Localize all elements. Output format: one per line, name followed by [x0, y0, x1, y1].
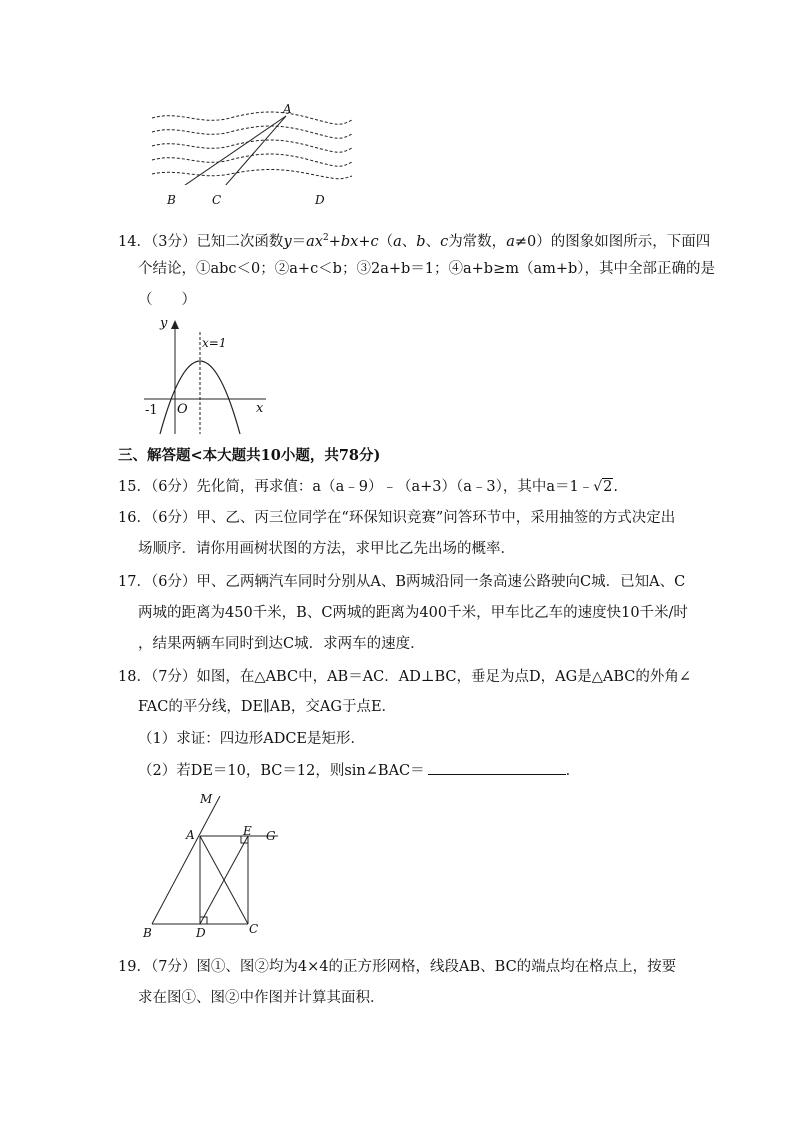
label-a: A: [186, 828, 195, 842]
q18-sub2-end: ．: [565, 763, 581, 779]
label-c: C: [249, 922, 259, 936]
label-b: B: [167, 193, 176, 207]
axis-label-x: x: [256, 401, 264, 416]
q18-sub1: （1）求证：四边形ADCE是矩形．: [138, 731, 366, 747]
wave-line: [152, 140, 352, 152]
figure-rectangle-triangle: [140, 790, 290, 940]
q17-line3: ，结果两辆车同时到达C城．求两车的速度．: [138, 636, 425, 652]
origin-label: O: [177, 402, 188, 417]
wave-line: [152, 112, 352, 124]
section-heading: 三、解答题<本大题共10小题，共78分): [118, 447, 381, 464]
q16-line2: 场顺序．请你用画树状图的方法，求甲比乙先出场的概率．: [138, 541, 515, 557]
wave-line: [152, 170, 352, 179]
figure-river-triangle: [140, 100, 360, 185]
answer-blank: [428, 760, 566, 775]
question-number: 14．: [118, 233, 151, 250]
y-axis-arrow: [171, 320, 179, 329]
label-e: E: [243, 824, 252, 838]
label-d: D: [196, 926, 206, 940]
q14-line2: 个结论，①abc＜0；②a+c＜b；③2a+b＝1；④a+b≥m（am+b），其中全部正确的是: [138, 261, 716, 277]
label-b: B: [143, 926, 152, 940]
q15-text: 15．（6分）先化简，再求值：a（a﹣9）﹣（a+3）（a﹣3），其中a＝1﹣: [118, 479, 594, 495]
label-a: A: [283, 102, 292, 116]
question-score: （3分）: [150, 233, 197, 250]
q19-line2: 求在图①、图②中作图并计算其面积．: [138, 990, 385, 1006]
q14-text-a: 已知二次函数: [196, 233, 284, 250]
tick-label-neg1: -1: [145, 403, 158, 418]
q17-line1: 17．（6分）甲、乙两辆汽车同时分别从A、B两城沿同一条高速公路驶向C城．已知A、C: [118, 574, 686, 590]
q15-line: 15．（6分）先化简，再求值：a（a﹣9）﹣（a+3）（a﹣3），其中a＝1﹣√2.: [118, 479, 618, 495]
segment-mb: [152, 796, 220, 924]
label-d: D: [315, 193, 325, 207]
q14-text-b: 的图象如图所示，下面四: [550, 233, 711, 250]
label-c: C: [212, 193, 222, 207]
q17-line2: 两城的距离为450千米，B、C两城的距离为400千米，甲车比乙车的速度快10千米/时: [138, 605, 688, 621]
q14-line3: （ ）: [138, 292, 196, 308]
q16-line1: 16．（6分）甲、乙、丙三位同学在“环保知识竞赛”问答环节中，采用抽签的方式决定出: [118, 510, 676, 526]
q18-sub2-text: （2）若DE＝10，BC＝12，则sin∠BAC＝: [138, 763, 425, 779]
q18-line2: FAC的平分线，DE∥AB，交AG于点E．: [138, 699, 397, 715]
q14-line1: 14．（3分）已知二次函数$y=ax^2+bx+c(a$、b、c为常数，a≠0）的图象如图所示，下面四: [118, 233, 711, 250]
q18-sub2: [138, 760, 580, 781]
q19-line1: 19．（7分）图①、图②均为4×4的正方形网格，线段AB、BC的端点均在格点上，按要: [118, 959, 677, 975]
label-m: M: [200, 792, 213, 806]
q18-line1: 18．（7分）如图，在△ABC中，AB＝AC．AD⊥BC，垂足为点D，AG是△ABC的外角∠: [118, 669, 691, 685]
label-g: G: [266, 829, 276, 843]
q15-sqrt: 2: [603, 479, 613, 495]
wave-line: [152, 154, 352, 166]
wave-line: [152, 126, 352, 138]
symmetry-label: x=1: [202, 336, 227, 350]
q15-end: .: [613, 479, 618, 495]
axis-label-y: y: [160, 316, 168, 331]
